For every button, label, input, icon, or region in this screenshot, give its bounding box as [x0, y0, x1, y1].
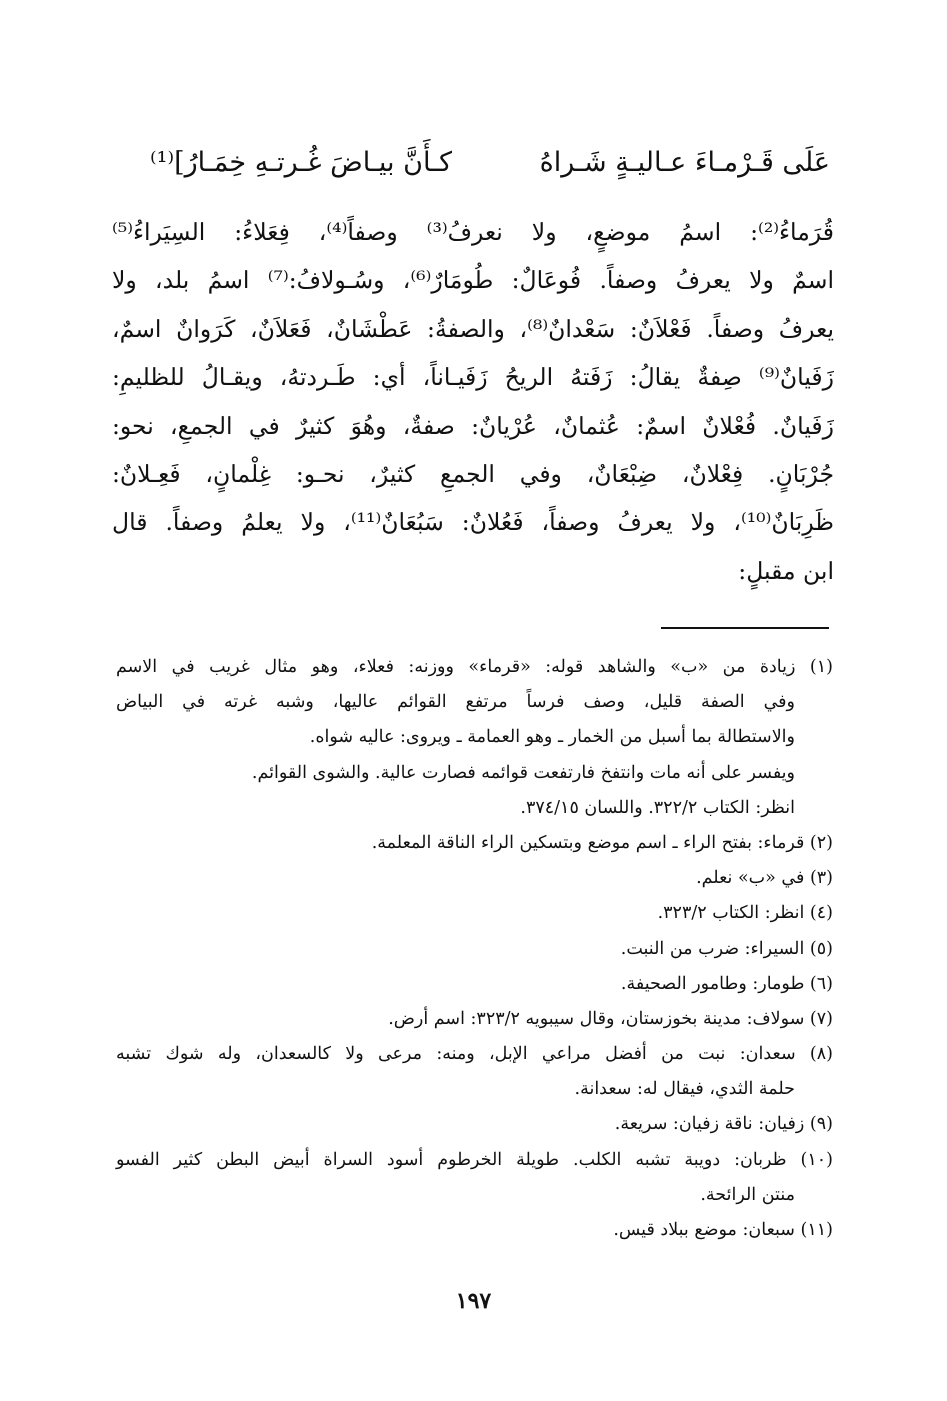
text-line: قُرَماءُ⁽²⁾: اسمُ موضعٍ، ولا نعرفُ⁽³⁾ وصفاً⁽⁴⁾، فِعَلاءُ: السِيَراءُ⁽⁵⁾ [112, 218, 835, 246]
footnote-line: (١) زيادة من «ب» والشاهد قوله: «قرماء» ووزنه: فعلاء، وهو مثال غريب في الاسم [116, 657, 833, 677]
footnote-line: (١٠) ظربان: دويبة تشبه الكلب. طويلة الخرطوم أسود السراة أبيض البطن كثير الفسو [116, 1149, 833, 1170]
text-line: زَفَيانٌ. فُعْلانٌ اسمٌ: عُثمانٌ، عُرْيانٌ: صفةٌ، وهُوَ كثيرٌ في الجمعِ، نحو: [112, 411, 834, 440]
footnote-line: (٥) السيراء: ضرب من النبت. [620, 938, 833, 959]
footnote-line: (٩) زفيان: ناقة زفيان: سريعة. [614, 1114, 833, 1135]
footnote-line: (٣) في «ب» نعلم. [696, 868, 833, 889]
poetry-verse [150, 138, 830, 188]
text-line: ابن مقبلٍ: [738, 556, 834, 585]
text-line: يعرفُ وصفاً. فَعْلاَنٌ: سَعْدانٌ⁽⁸⁾، والصفةُ: عَطْشَانٌ، فَعَلاَنٌ، كَرَوانٌ اسمٌ، [112, 314, 834, 343]
text-line: زَفَيانٌ⁽⁹⁾ صِفةٌ يقالُ: زَفَتهُ الريحُ زَفَيـاناً، أي: طَـردتهُ، ويقـالُ للظليمِ: [112, 363, 834, 392]
verse-hemistich-first: عَلَى قَـرْمـاءَ عـاليـةٍ شَـراهُ [539, 147, 830, 178]
text-line: ظَرِبَانٌ⁽¹⁰⁾، ولا يعرفُ وصفاً، فَعُلانٌ: سَبُعَانٌ⁽¹¹⁾، ولا يعلمُ وصفاً. قال [112, 508, 834, 537]
footnote-line: (٢) قرماء: بفتح الراء ـ اسم موضع وبتسكين الراء الناقة المعلمة. [371, 832, 833, 853]
verse-hemistich-second: كـأَنَّ بيـاضَ غُـرتـهِ خِمَـارُ]⁽¹⁾ [150, 147, 452, 178]
footnote-line: ويفسر على أنه مات وانتفخ فارتفعت قوائمه فصارت عالية. والشوى القوائم. [251, 762, 795, 783]
footnotes [116, 650, 833, 1248]
footnote-line: منتن الرائحة. [700, 1184, 795, 1205]
page-number: ١٩٧ [455, 1288, 492, 1314]
main-text [112, 208, 834, 595]
footnote-line: (٤) انظر: الكتاب ٣٢٣/٢. [657, 903, 833, 924]
footnote-line: وفي الصفة قليل، وصف فرساً مرتفع القوائم عاليها، وشبه غرته في البياض [116, 692, 795, 713]
footnote-line: حلمة الثدي، فيقال له: سعدانة. [574, 1079, 795, 1100]
footnote-line: (١١) سبعان: موضع ببلاد قيس. [613, 1220, 833, 1240]
text-line: اسمٌ ولا يعرفُ وصفاً. فُوعَالٌ: طُومَارٌ⁽⁶⁾، وسُـولافُ:⁽⁷⁾ اسمُ بلد، ولا [112, 266, 834, 295]
footnote-line: والاستطالة بما أسبل من الخمار ـ وهو العمامة ـ ويروى: عاليه شواه. [309, 727, 795, 748]
text-line: جُرْبَانٍ. فِعْلانٌ، ضِبْعَانٌ، وفي الجمعِ كثيرٌ، نحـو: غِلْمانٍ، فَعِـلانٌ: [112, 459, 834, 488]
footnote-line: (٧) سولاف: مدينة بخوزستان، وقال سيبويه ٣٢٣/٢: اسم أرض. [388, 1008, 833, 1029]
footnote-line: انظر: الكتاب ٣٢٢/٢. واللسان ٣٧٤/١٥. [520, 797, 795, 818]
footnote-line: (٨) سعدان: نبت من أفضل مراعي الإبل، ومنه: مرعى ولا كالسعدان، وله شوك تشبه [116, 1044, 833, 1065]
footnote-line: (٦) طومار: وطامور الصحيفة. [620, 973, 833, 994]
footnote-separator [661, 627, 829, 629]
